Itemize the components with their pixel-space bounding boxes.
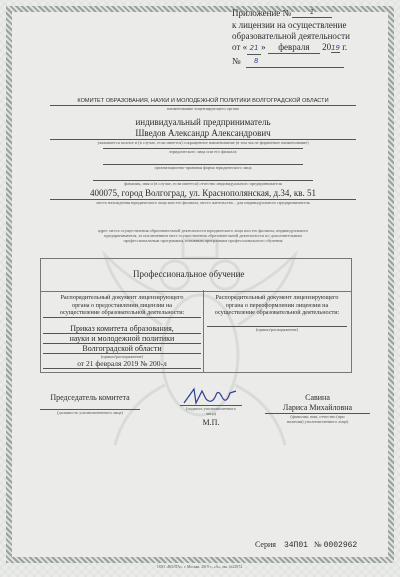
signer-name-caption1: (фамилия, имя, отчество (при xyxy=(290,414,345,419)
license-number-row xyxy=(232,56,382,68)
holder-address: 400075, город Волгоград, ул. Краснополянская, д.34, кв. 51 xyxy=(50,188,356,200)
date-prefix: от « xyxy=(232,42,248,52)
serial-label: Серия xyxy=(255,540,276,549)
signature-caption2: лица) xyxy=(205,411,217,416)
activity-caption-a: адрес места осуществления образовательной деятельности юридического лица или его филиала, индивидуального xyxy=(97,228,309,233)
documents-box xyxy=(40,290,352,373)
serial-number xyxy=(255,540,357,550)
holder-caption5: место нахождения юридического лица или его филиала, место жительства – для индивидуального предпринимателя xyxy=(96,200,310,205)
signer-position-caption: (должность уполномоченного лица) xyxy=(57,410,123,415)
committee-caption: наименование лицензирующего органа xyxy=(167,106,239,111)
appendix-date xyxy=(232,42,382,56)
signer-name-caption2: наличии) уполномоченного лица) xyxy=(286,419,349,424)
signer-position-block xyxy=(40,393,140,415)
serial-no-label: № xyxy=(313,540,322,549)
left-head3: осуществление образовательной деятельности: xyxy=(43,309,201,318)
appendix-line2: к лицензии на осуществление xyxy=(232,20,347,30)
right-order-caption: (приказ/распоряжение) xyxy=(255,326,299,332)
committee-name: КОМИТЕТ ОБРАЗОВАНИЯ, НАУКИ И МОЛОДЕЖНОЙ ПОЛИТИКИ ВОЛГОГРАДСКОЙ ОБЛАСТИ xyxy=(50,98,356,106)
signer-name-block xyxy=(265,393,370,424)
left-head1: Распорядительный документ лицензирующего xyxy=(60,294,184,301)
signature-area xyxy=(40,393,370,453)
activity-captions xyxy=(40,228,366,243)
left-head2: органа о предоставлении лицензии на xyxy=(71,301,173,309)
appendix-line3: образовательной деятельности xyxy=(232,31,350,41)
appendix-number: 1 xyxy=(292,7,332,18)
holder-caption4: фамилия, имя и (в случае, если имеется) отчество индивидуального предпринимателя xyxy=(124,181,282,186)
holder-caption2: юридического лица или его филиала xyxy=(169,149,237,154)
right-head2: органа о переоформлении лицензии на xyxy=(225,301,329,309)
left-order3: Волгоградской области xyxy=(43,344,201,354)
left-order2: науки и молодежной политики xyxy=(43,334,201,344)
date-month: февраля xyxy=(268,42,320,54)
left-order1: Приказ комитета образования, xyxy=(43,324,201,334)
holder-caption1: указывается полное и (в случае, если имеется) сокращенное наименование (в том числе фирменное наименование) xyxy=(97,140,309,145)
date-year-prefix: 20 xyxy=(322,42,332,52)
right-document xyxy=(207,294,347,332)
signature-caption1: (подпись уполномоченного xyxy=(186,406,236,411)
holder-blank3 xyxy=(93,170,313,181)
date-year-suffix: г. xyxy=(342,42,348,52)
activity-caption-c: профессиональным программам, основным программам профессионального обучения xyxy=(123,238,283,243)
right-blank xyxy=(207,317,347,327)
holder-block xyxy=(50,117,356,205)
left-document xyxy=(43,294,201,369)
stamp-place: М.П. xyxy=(202,418,220,427)
committee-block xyxy=(50,98,356,111)
signer-position: Председатель комитета xyxy=(50,393,130,402)
handwritten-signature-icon xyxy=(180,385,242,407)
activity-caption-b: предпринимателя, за исключением мест осуществления образовательной деятельности по дополнительным xyxy=(104,233,302,238)
left-order-caption: (приказ/распоряжение) xyxy=(100,353,144,359)
serial-series: 34П01 xyxy=(283,541,308,550)
license-no-label: № xyxy=(232,56,241,66)
signature-block xyxy=(180,385,242,428)
signer-position-line xyxy=(40,403,140,410)
appendix-label: Приложение № xyxy=(232,8,292,18)
right-head1: Распорядительный документ лицензирующего xyxy=(215,294,339,301)
date-day: 21 xyxy=(247,43,261,55)
date-mid: » xyxy=(261,42,266,52)
appendix-header xyxy=(232,8,382,68)
right-head3: осуществление образовательной деятельности: xyxy=(214,309,340,316)
date-year: 19 xyxy=(331,44,340,52)
holder-caption3: организационно-правовая форма юридического лица xyxy=(154,165,252,170)
signer-given-names: Лариса Михайловна xyxy=(265,403,370,414)
program-name: Профессиональное обучение xyxy=(133,269,245,279)
holder-blank2 xyxy=(103,154,303,165)
documents-divider xyxy=(203,290,204,372)
holder-line2: Шведов Александр Александрович xyxy=(50,128,356,140)
serial-no-value: 0002962 xyxy=(323,541,358,550)
program-box xyxy=(40,258,352,292)
signer-surname: Савина xyxy=(305,393,330,402)
left-order-date: от 21 февраля 2019 № 200-л xyxy=(43,359,201,369)
license-no-value: 8 xyxy=(246,56,344,68)
printer-info: ООО «ВОЛГА», г. Москва, 2019 г., «А», зак. №22972. xyxy=(156,565,244,569)
holder-line1: индивидуальный предприниматель xyxy=(135,117,271,127)
